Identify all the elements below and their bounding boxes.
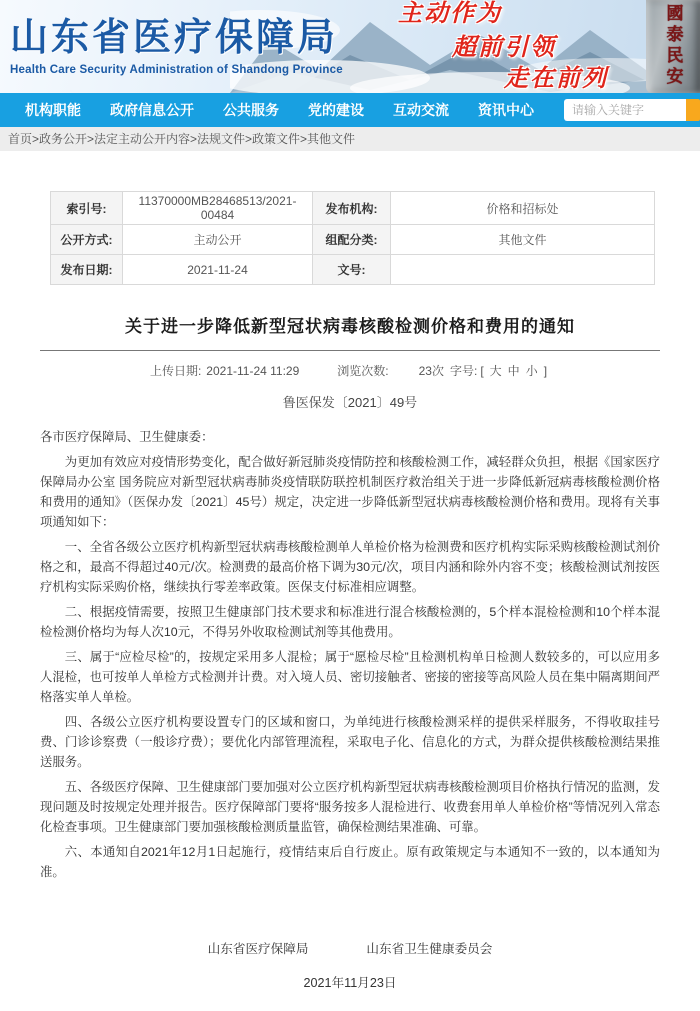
- slogan-line-3: 走在前列: [504, 65, 608, 92]
- article-meta: [40, 362, 660, 379]
- nav-item-public-service[interactable]: 公共服务: [223, 102, 279, 118]
- search-button[interactable]: [686, 99, 700, 121]
- upload-date-value: 2021-11-24 11:29: [206, 363, 300, 378]
- info-label: 发布日期:: [51, 255, 123, 285]
- signature-agency-1: 山东省医疗保障局: [207, 942, 309, 956]
- stone-inscription: 國泰民安: [663, 4, 683, 88]
- nav-item-news-center[interactable]: 资讯中心: [478, 102, 534, 118]
- signature-agency-2: 山东省卫生健康委员会: [366, 942, 493, 956]
- nav-item-interaction[interactable]: 互动交流: [393, 102, 449, 118]
- page-title: 关于进一步降低新型冠状病毒核酸检测价格和费用的通知: [125, 317, 575, 336]
- site-brand: [10, 6, 343, 76]
- info-value: [391, 255, 655, 285]
- signature-date: 2021年11月23日: [303, 976, 397, 990]
- search-input[interactable]: [564, 99, 686, 121]
- document-info-table: [50, 191, 655, 285]
- search-box: [564, 93, 700, 127]
- views-count: 23次: [418, 364, 444, 378]
- fontsize-label: 字号:: [449, 364, 478, 378]
- views-label: 浏览次数:: [337, 364, 389, 378]
- table-row: [51, 192, 655, 225]
- document-number: 鲁医保发〔2021〕49号: [282, 395, 418, 410]
- fontsize-small-button[interactable]: 小: [525, 364, 538, 378]
- info-label: 文号:: [313, 255, 391, 285]
- info-value: 11370000MB28468513/2021-00484: [123, 192, 313, 225]
- salutation: 各市医疗保障局、卫生健康委：: [40, 430, 214, 444]
- taishan-stone-image: [646, 0, 700, 93]
- table-row: [51, 225, 655, 255]
- info-label: 索引号:: [51, 192, 123, 225]
- info-value: 其他文件: [391, 225, 655, 255]
- info-value: 价格和招标处: [391, 192, 655, 225]
- nav-item-party-building[interactable]: 党的建设: [308, 102, 364, 118]
- slogan-line-2: 超前引领: [452, 34, 556, 61]
- fontsize-medium-button[interactable]: 中: [507, 364, 520, 378]
- paragraph-item-4: 四、各级公立医疗机构要设置专门的区域和窗口，为单纯进行核酸检测采样的提供采样服务，不得收取挂号费、门诊诊察费（一般诊疗费）；要优化内部管理流程，采取电子化、信息化的方式，为群众提供核酸检测结果推送服务。: [40, 715, 660, 769]
- paragraph-item-6: 六、本通知自2021年12月1日起施行，疫情结束后自行废止。原有政策规定与本通知不一致的，以本通知为准。: [40, 845, 660, 879]
- fontsize-large-button[interactable]: 大: [489, 364, 502, 378]
- title-divider: [40, 350, 660, 351]
- paragraph-intro: 为更加有效应对疫情形势变化，配合做好新冠肺炎疫情防控和核酸检测工作，减轻群众负担，根据《国家医疗保障局办公室 国务院应对新型冠状病毒肺炎疫情联防联控机制医疗救治组关于进一步降低新冠病毒核酸检测价格和费用的通知》（医保办发〔2021〕45号）规定，决定进一步降低新型冠状病毒核酸检测价格和费用。现将有关事项通知如下：: [40, 455, 660, 529]
- nav-item-duties[interactable]: 机构职能: [25, 102, 81, 118]
- info-label: 公开方式:: [51, 225, 123, 255]
- signatures: [40, 938, 660, 957]
- article-body: [40, 427, 660, 882]
- site-header: [0, 0, 700, 93]
- info-value: 2021-11-24: [123, 255, 313, 285]
- bracket-open: [: [480, 363, 484, 378]
- site-title: 山东省医疗保障局: [10, 17, 339, 59]
- breadcrumb[interactable]: 首页>政务公开>法定主动公开内容>法规文件>政策文件>其他文件: [0, 127, 700, 151]
- paragraph-item-5: 五、各级医疗保障、卫生健康部门要加强对公立医疗机构新型冠状病毒核酸检测项目价格执行情况的监测，发现问题及时按规定处理并报告。医疗保障部门要将“服务按多人混检进行、收费套用单人单检价格”等情况列入常态化检查事项。卫生健康部门要加强核酸检测质量监管，确保检测结果准确、可靠。: [40, 780, 660, 834]
- document-content: [0, 191, 700, 1011]
- main-nav: [0, 93, 700, 127]
- paragraph-item-1: 一、全省各级公立医疗机构新型冠状病毒核酸检测单人单检价格为检测费和医疗机构实际采购核酸检测试剂价格之和，最高不得超过40元/次。检测费的最高价格下调为30元/次，项目内涵和除外内容不变；核酸检测试剂按医疗机构实际采购价格，继续执行零差率政策。医保支付标准相应调整。: [40, 540, 660, 594]
- paragraph-item-2: 二、根据疫情需要，按照卫生健康部门技术要求和标准进行混合核酸检测的，5个样本混检检测和10个样本混检检测价格均为每人次10元，不得另外收取检测试剂等其他费用。: [40, 605, 660, 639]
- table-row: [51, 255, 655, 285]
- nav-item-gov-info[interactable]: 政府信息公开: [110, 102, 194, 118]
- info-value: 主动公开: [123, 225, 313, 255]
- info-label: 组配分类:: [313, 225, 391, 255]
- upload-date-label: 上传日期:: [149, 364, 202, 378]
- bracket-close: ]: [543, 363, 548, 378]
- info-label: 发布机构:: [313, 192, 391, 225]
- paragraph-item-3: 三、属于“应检尽检”的，按规定采用多人混检；属于“愿检尽检”且检测机构单日检测人数较多的，可以应用多人混检，也可按单人单检方式检测并计费。对入境人员、密切接触者、密接的密接等高风险人员在集中隔离期间严格落实单人单检。: [40, 650, 660, 704]
- site-subtitle: Health Care Security Administration of Shandong Province: [10, 64, 343, 76]
- slogan-line-1: 主动作为: [398, 0, 502, 27]
